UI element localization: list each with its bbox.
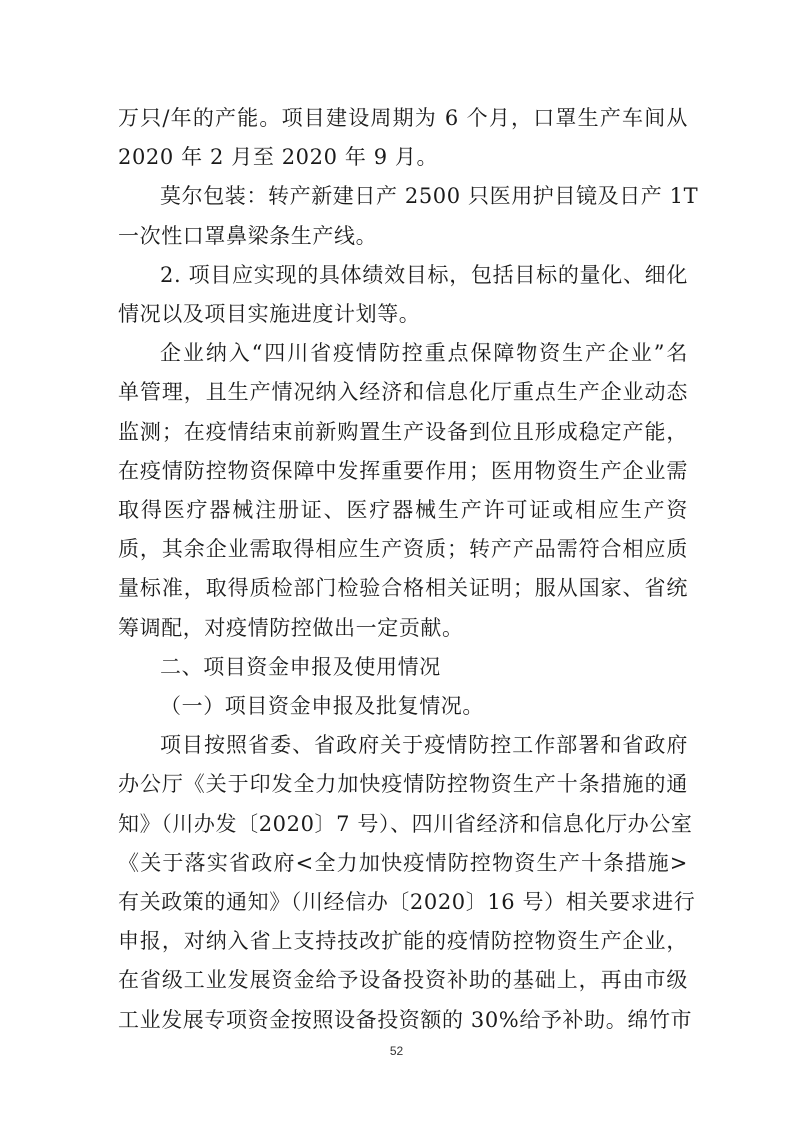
text-line-18: 办公厅《关于印发全力加快疫情防控物资生产十条措施的通 [118, 772, 688, 797]
text-line-19: 知》（川办发〔2020〕7 号）、四川省经济和信息化厅办公室 [118, 811, 693, 836]
text-line-2: 2020 年 2 月至 2020 年 9 月。 [118, 145, 439, 170]
text-line-14: 筹调配，对疫情防控做出一定贡献。 [118, 615, 464, 640]
subsection-heading: （一）项目资金申报及批复情况。 [160, 694, 484, 718]
text-line-21: 有关政策的通知》（川经信办〔2020〕16 号）相关要求进行 [118, 890, 696, 914]
text-line-4: 一次性口罩鼻梁条生产线。 [118, 223, 378, 248]
text-line-24: 工业发展专项资金按照设备投资额的 30%给予补助。绵竹市 [118, 1007, 693, 1032]
text-line-10: 在疫情防控物资保障中发挥重要作用；医用物资生产企业需 [118, 458, 688, 483]
text-line-13: 量标准，取得质检部门检验合格相关证明；服从国家、省统 [118, 576, 688, 601]
text-line-11: 取得医疗器械注册证、医疗器械生产许可证或相应生产资 [118, 498, 688, 522]
page-number: 52 [389, 1044, 404, 1058]
section-heading: 二、项目资金申报及使用情况 [160, 654, 441, 679]
text-line-6: 情况以及项目实施进度计划等。 [118, 302, 421, 326]
text-line-22: 申报，对纳入省上支持技改扩能的疫情防控物资生产企业， [118, 929, 688, 954]
text-line-17: 项目按照省委、省政府关于疫情防控工作部署和省政府 [160, 733, 688, 758]
text-line-9: 监测；在疫情结束前新购置生产设备到位且形成稳定产能， [118, 419, 688, 444]
text-line-5: 2. 项目应实现的具体绩效目标，包括目标的量化、细化 [160, 262, 688, 287]
text-line-7: 企业纳入“四川省疫情防控重点保障物资生产企业”名 [160, 341, 688, 366]
text-line-23: 在省级工业发展资金给予设备投资补助的基础上，再由市级 [118, 968, 688, 993]
text-line-8: 单管理，且生产情况纳入经济和信息化厅重点生产企业动态 [118, 380, 688, 405]
text-line-1: 万只/年的产能。项目建设周期为 6 个月，口罩生产车间从 [118, 106, 688, 130]
text-line-12: 质，其余企业需取得相应生产资质；转产产品需符合相应质 [118, 537, 688, 562]
text-line-20: 《关于落实省政府<全力加快疫情防控物资生产十条措施> [118, 850, 688, 875]
text-line-3: 莫尔包装：转产新建日产 2500 只医用护目镜及日产 1T [160, 184, 699, 209]
